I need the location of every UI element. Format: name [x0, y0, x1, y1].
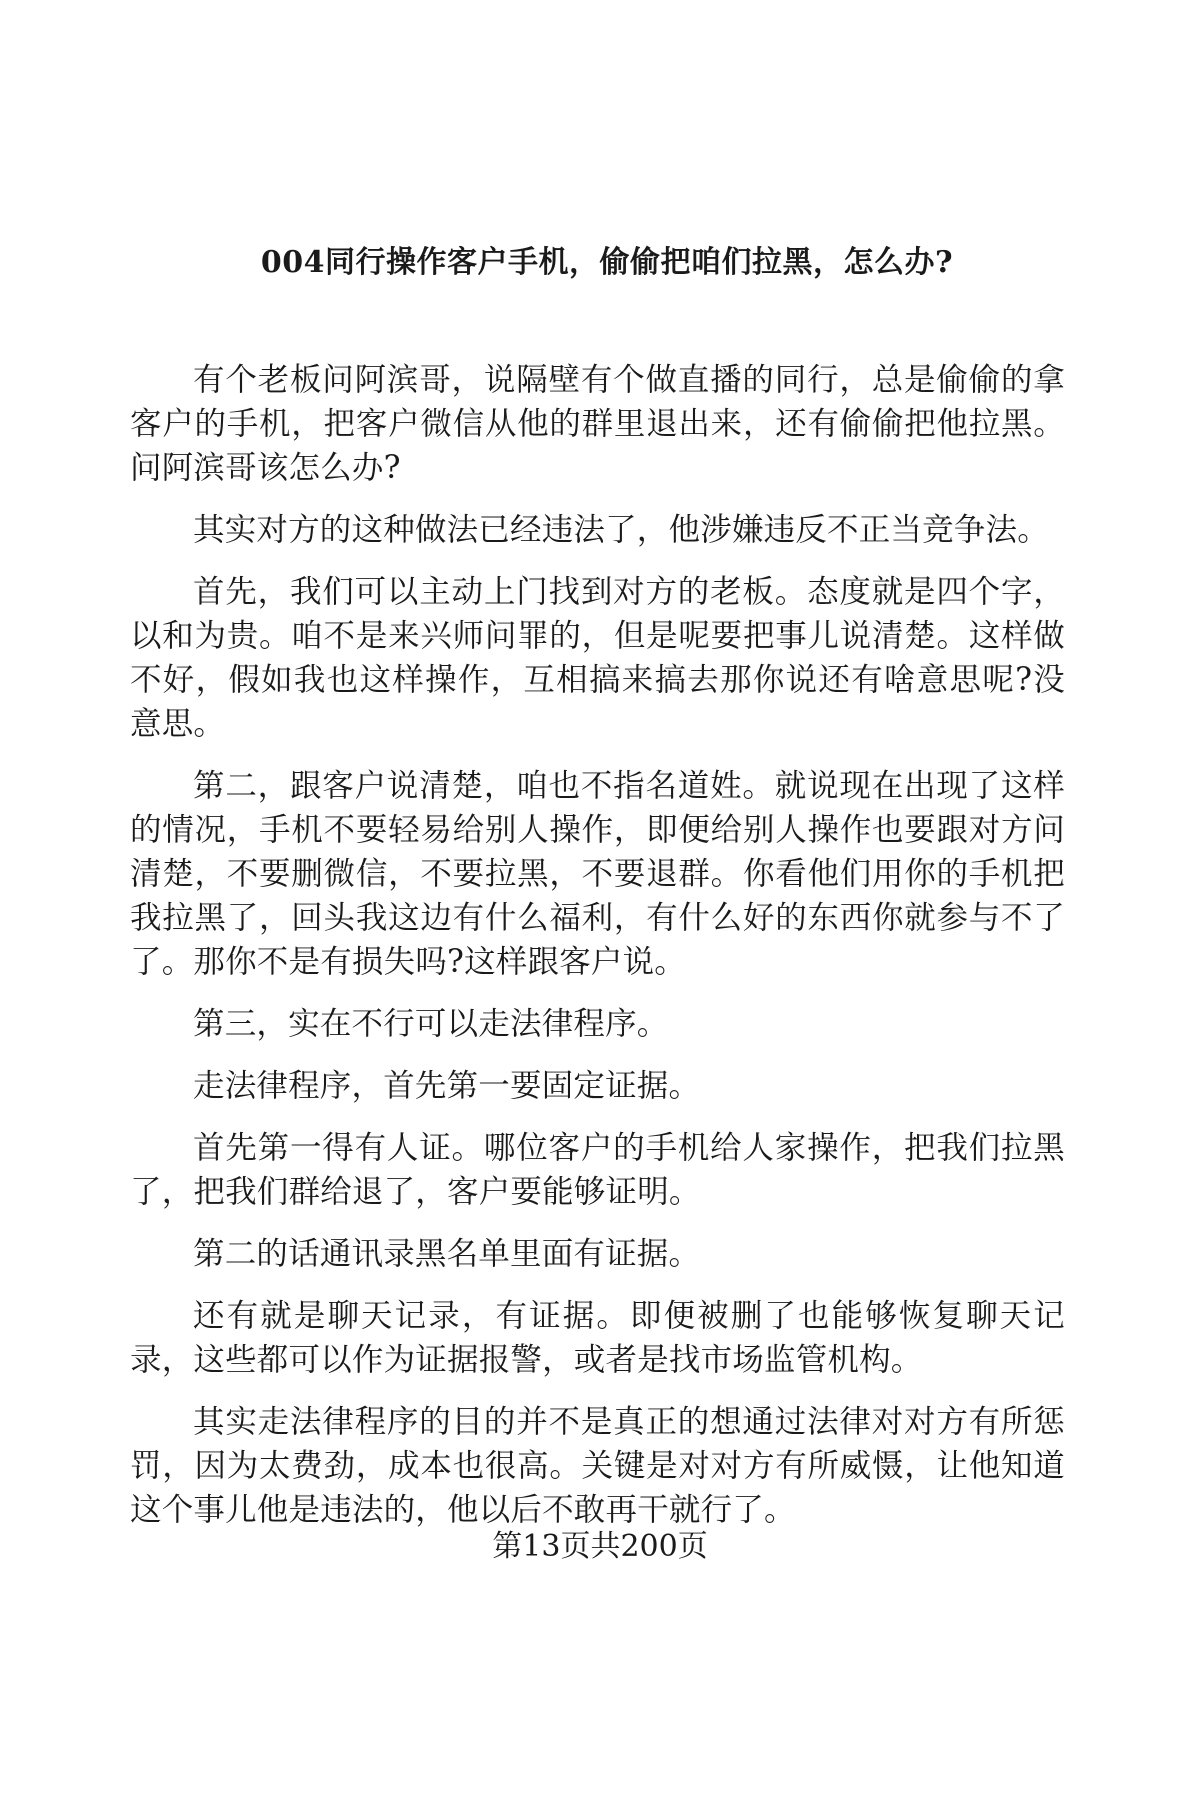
paragraph: 第三，实在不行可以走法律程序。: [193, 1006, 669, 1042]
paragraph: 第二，跟客户说清楚，咱也不指名道姓。就说现在出现了这样的情况，手机不要轻易给别人操作，即便给别人操作也要跟对方问清楚，不要删微信，不要拉黑，不要退群。你看他们用你的手机把我拉黑了，回头我这边有什么福利，有什么好的东西你就参与不了了。那你不是有损失吗?这样跟客户说。: [130, 768, 1065, 980]
page-title: 004同行操作客户手机，偷偷把咱们拉黑，怎么办?: [260, 245, 954, 280]
paragraph: 第二的话通讯录黑名单里面有证据。: [193, 1236, 701, 1272]
body-text: [130, 358, 1065, 1550]
paragraph: 首先第一得有人证。哪位客户的手机给人家操作，把我们拉黑了，把我们群给退了，客户要能够证明。: [130, 1130, 1065, 1210]
paragraph: 首先，我们可以主动上门找到对方的老板。态度就是四个字，以和为贵。咱不是来兴师问罪的，但是呢要把事儿说清楚。这样做不好，假如我也这样操作，互相搞来搞去那你说还有啥意思呢?没意思。: [130, 574, 1065, 742]
paragraph: 还有就是聊天记录，有证据。即便被删了也能够恢复聊天记录，这些都可以作为证据报警，或者是找市场监管机构。: [130, 1298, 1065, 1378]
paragraph: 其实走法律程序的目的并不是真正的想通过法律对对方有所惩罚，因为太费劲，成本也很高。关键是对对方有所威慑，让他知道这个事儿他是违法的，他以后不敢再干就行了。: [130, 1404, 1065, 1528]
page-number: 第13页共200页: [492, 1529, 708, 1564]
paragraph: 其实对方的这种做法已经违法了，他涉嫌违反不正当竞争法。: [193, 512, 1049, 548]
paragraph: 走法律程序，首先第一要固定证据。: [193, 1068, 701, 1104]
paragraph: 有个老板问阿滨哥，说隔壁有个做直播的同行，总是偷偷的拿客户的手机，把客户微信从他的群里退出来，还有偷偷把他拉黑。问阿滨哥该怎么办?: [130, 362, 1065, 486]
